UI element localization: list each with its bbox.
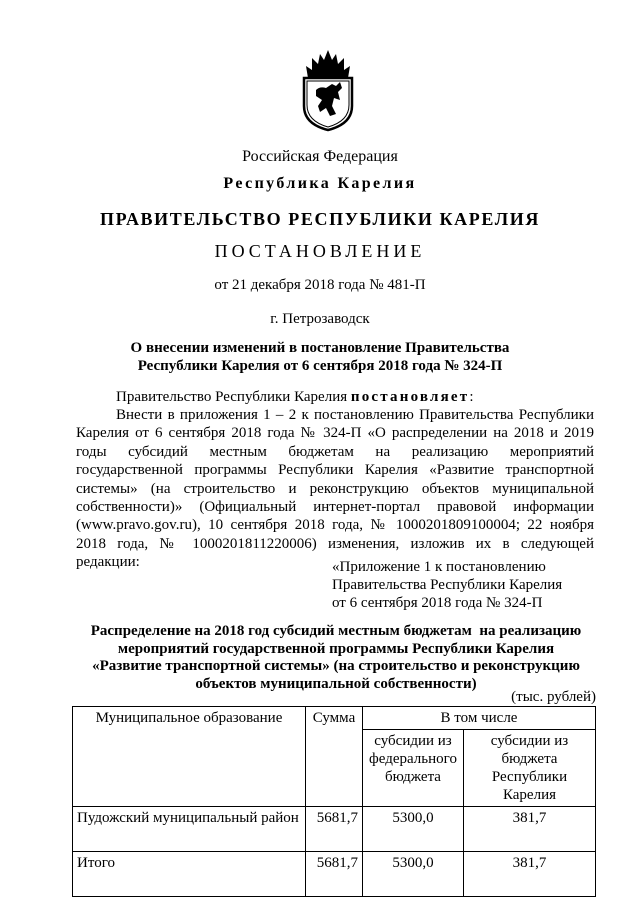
- header-sum: Сумма: [306, 707, 363, 807]
- header-federal: субсидии из федерального бюджета: [363, 730, 464, 807]
- appendix-line-1: «Приложение 1 к постановлению: [332, 559, 546, 575]
- government-title: ПРАВИТЕЛЬСТВО РЕСПУБЛИКИ КАРЕЛИЯ: [100, 209, 540, 229]
- table-row-total: [73, 852, 596, 897]
- appendix-line-3: от 6 сентября 2018 года № 324-П: [332, 595, 543, 611]
- header-regional: субсидии из бюджета Республики Карелия: [464, 730, 596, 807]
- distribution-line-4: объектов муниципальной собственности): [195, 675, 477, 692]
- row-municipality: Итого: [73, 852, 306, 897]
- distribution-line-2: мероприятий государственной программы Республики Карелия: [117, 640, 555, 657]
- row-federal: 5300,0: [363, 807, 464, 852]
- distribution-title: [76, 623, 596, 693]
- table-header-row: [73, 707, 596, 730]
- row-sum: 5681,7: [306, 807, 363, 852]
- intro-prefix: Правительство Республики Карелия: [116, 389, 351, 405]
- row-sum: 5681,7: [306, 852, 363, 897]
- subsidy-table: [72, 706, 596, 897]
- document-date-number: от 21 декабря 2018 года № 481-П: [214, 277, 426, 293]
- table-row: [73, 807, 596, 852]
- appendix-reference: [332, 558, 602, 612]
- row-municipality: Пудожский муниципальный район: [73, 807, 306, 852]
- intro-suffix: :: [469, 389, 474, 405]
- document-subject: [0, 339, 640, 375]
- document-type: ПОСТАНОВЛЕНИЕ: [214, 241, 426, 261]
- row-federal: 5300,0: [363, 852, 464, 897]
- row-regional: 381,7: [464, 807, 596, 852]
- karelia-coat-of-arms-icon: [296, 48, 360, 132]
- intro-resolves: постановляет: [350, 389, 470, 405]
- row-regional: 381,7: [464, 852, 596, 897]
- units-label: (тыс. рублей): [511, 689, 596, 705]
- subject-line-2: Республики Карелия от 6 сентября 2018 года № 324-П: [137, 358, 503, 374]
- appendix-line-2: Правительства Республики Карелия: [332, 577, 563, 593]
- country-name: Российская Федерация: [242, 148, 398, 165]
- republic-name: Республика Карелия: [223, 175, 417, 192]
- document-city: г. Петрозаводск: [270, 311, 370, 327]
- header-including: В том числе: [363, 707, 596, 730]
- distribution-line-1: Распределение на 2018 год субсидий местным бюджетам на реализацию: [90, 623, 582, 639]
- resolution-intro: [76, 388, 594, 406]
- subject-line-1: О внесении изменений в постановление Правительства: [130, 340, 510, 356]
- resolution-paragraph: Внести в приложения 1 – 2 к постановлению Правительства Республики Карелия от 6 сентября 2018 года № 324-П «О распределении на 2018 и 2019 годы субсидий местным бюджетам на реализацию мероприятий государственной программы Республики Карелия «Развитие транспортной системы» (на строительство и реконструкцию объектов муниципальной собственности)» (Официальный интернет-портал правовой информации (www.pravo.gov.ru), 10 сентября 2018 года, № 1000201809100004; 22 ноября 2018 года, № 1000201811220006) изменения, изложив их в следующей редакции:: [76, 407, 594, 571]
- header-municipality: Муниципальное образование: [73, 707, 306, 807]
- distribution-line-3: «Развитие транспортной системы» (на строительство и реконструкцию: [92, 658, 580, 674]
